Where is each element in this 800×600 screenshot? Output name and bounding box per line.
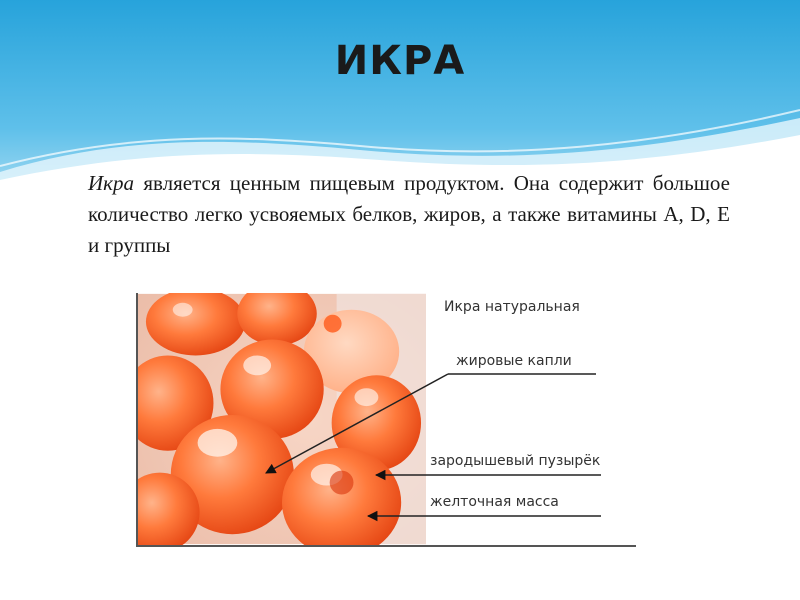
- roe-figure: [136, 293, 636, 547]
- label-germinal-vesicle: зародышевый пузырёк: [430, 453, 601, 469]
- label-yolk-mass: желточная масса: [430, 494, 559, 510]
- body-paragraph: [88, 168, 730, 261]
- figure-caption: Икра натуральная: [444, 299, 580, 315]
- label-fat-drops: жировые капли: [456, 353, 572, 369]
- body-lead-word: Икра: [88, 171, 134, 195]
- pointer-lines: [136, 293, 636, 547]
- slide-title: ИКРА: [334, 38, 466, 84]
- body-text-rest: является ценным пищевым продуктом. Она содержит большое количество легко усвояемых белков, жиров, а также витамины A, D, E и группы: [88, 171, 730, 257]
